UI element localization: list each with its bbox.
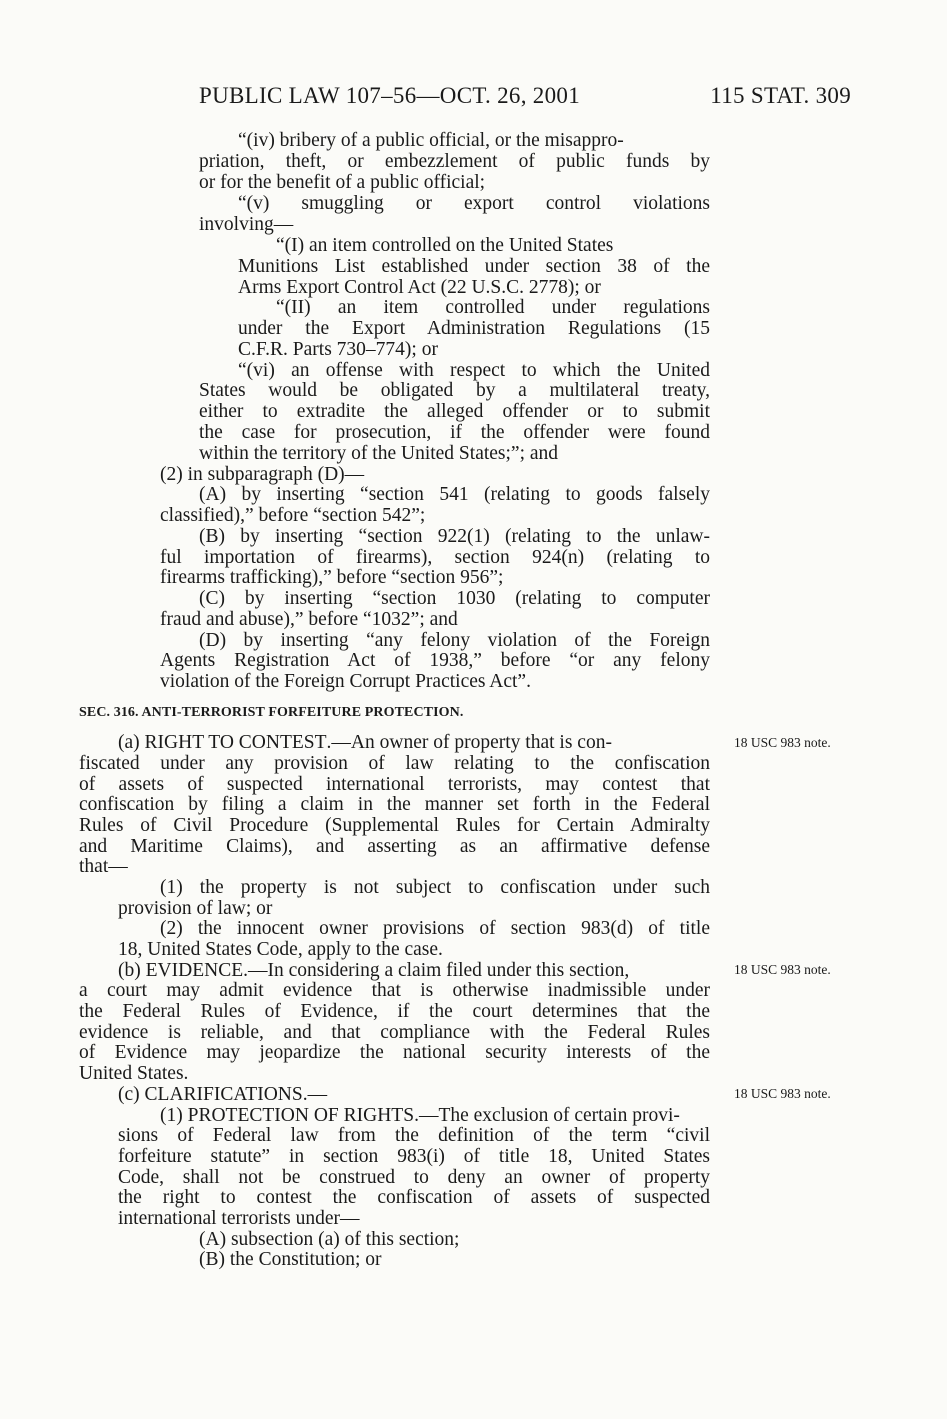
text-line: “(I) an item controlled on the United States bbox=[276, 235, 614, 256]
text-line: (D) by inserting “any felony violation of the Foreign bbox=[199, 630, 710, 651]
margin-note: 18 USC 983 note. bbox=[734, 735, 831, 750]
text-line: the case for prosecution, if the offender were found bbox=[199, 422, 710, 443]
text-line: a court may admit evidence that is otherwise inadmissible under bbox=[79, 980, 710, 1001]
text-line: (1) the property is not subject to confiscation under such bbox=[160, 877, 710, 898]
text-line: Arms Export Control Act (22 U.S.C. 2778); or bbox=[238, 277, 601, 298]
text-line: Agents Registration Act of 1938,” before “or any felony bbox=[160, 650, 710, 671]
text-line: evidence is reliable, and that compliance with the Federal Rules bbox=[79, 1022, 710, 1043]
subsection-title: EVIDENCE bbox=[145, 960, 244, 981]
text-line: international terrorists under— bbox=[118, 1208, 360, 1229]
margin-note: 18 USC 983 note. bbox=[734, 1086, 831, 1101]
text-line: (A) by inserting “section 541 (relating to goods falsely bbox=[199, 484, 710, 505]
text-line: (B) by inserting “section 922(1) (relating to the unlaw- bbox=[199, 526, 710, 547]
paragraph-label: (1) bbox=[160, 1105, 183, 1126]
text-line: States would be obligated by a multilateral treaty, bbox=[199, 380, 710, 401]
page-header bbox=[199, 83, 851, 113]
margin-note: 18 USC 983 note. bbox=[734, 962, 831, 977]
text-line: priation, theft, or embezzlement of public funds by bbox=[199, 151, 710, 172]
subsection-a-line bbox=[118, 733, 612, 753]
paragraph-text: .—The exclusion of certain provi- bbox=[414, 1105, 680, 1126]
text-line: classified),” before “section 542”; bbox=[160, 505, 426, 526]
text-line: either to extradite the alleged offender or to submit bbox=[199, 401, 710, 422]
text-line: of assets of suspected international terrorists, may contest that bbox=[79, 774, 710, 795]
text-line: provision of law; or bbox=[118, 898, 273, 919]
subsection-label: (c) bbox=[118, 1084, 140, 1105]
text-line: or for the benefit of a public official; bbox=[199, 172, 486, 193]
text-line: (A) subsection (a) of this section; bbox=[199, 1229, 460, 1250]
text-line: fraud and abuse),” before “1032”; and bbox=[160, 609, 458, 630]
text-line: the Federal Rules of Evidence, if the court determines that the bbox=[79, 1001, 710, 1022]
text-line: firearms trafficking),” before “section 956”; bbox=[160, 567, 504, 588]
paragraph-title: PROTECTION OF RIGHTS bbox=[187, 1105, 415, 1126]
text-line: that— bbox=[79, 856, 128, 877]
subsection-b-line bbox=[118, 961, 710, 981]
text-line: of Evidence may jeopardize the national security interests of the bbox=[79, 1042, 710, 1063]
text-line: “(iv) bribery of a public official, or the misappro- bbox=[238, 130, 624, 151]
text-line: ful importation of firearms), section 924(n) (relating to bbox=[160, 547, 710, 568]
text-line: 18, United States Code, apply to the case. bbox=[118, 939, 443, 960]
text-line: violation of the Foreign Corrupt Practices Act”. bbox=[160, 671, 531, 692]
public-law-citation: PUBLIC LAW 107–56—OCT. 26, 2001 bbox=[199, 83, 580, 108]
text-line: “(II) an item controlled under regulations bbox=[276, 297, 710, 318]
subsection-title: CLARIFICATIONS bbox=[144, 1084, 303, 1105]
subsection-text: .—In considering a claim filed under this section, bbox=[243, 960, 630, 981]
text-line: Munitions List established under section 38 of the bbox=[238, 256, 710, 277]
paragraph-1-line bbox=[160, 1106, 680, 1126]
subsection-text: .—An owner of property that is con- bbox=[326, 732, 612, 753]
text-line: the right to contest the confiscation of assets of suspected bbox=[118, 1187, 710, 1208]
text-line: under the Export Administration Regulations (15 bbox=[238, 318, 710, 339]
text-line: within the territory of the United States;”; and bbox=[199, 443, 559, 464]
text-line: fiscated under any provision of law relating to the confiscation bbox=[79, 753, 710, 774]
text-line: sions of Federal law from the definition of the term “civil bbox=[118, 1125, 710, 1146]
text-line: and Maritime Claims), and asserting as an affirmative defense bbox=[79, 836, 710, 857]
subsection-text: .— bbox=[302, 1084, 328, 1105]
subsection-label: (b) bbox=[118, 960, 141, 981]
text-line: “(vi) an offense with respect to which the United bbox=[238, 360, 710, 381]
text-line: forfeiture statute” in section 983(i) of title 18, United States bbox=[118, 1146, 710, 1167]
text-line: (2) the innocent owner provisions of section 983(d) of title bbox=[160, 918, 710, 939]
text-line: (C) by inserting “section 1030 (relating to computer bbox=[199, 588, 710, 609]
subsection-label: (a) bbox=[118, 732, 140, 753]
text-line: confiscation by filing a claim in the manner set forth in the Federal bbox=[79, 794, 710, 815]
text-line: C.F.R. Parts 730–774); or bbox=[238, 339, 438, 360]
statute-page-number: 115 STAT. 309 bbox=[710, 83, 851, 108]
text-line: “(v) smuggling or export control violations bbox=[238, 193, 710, 214]
text-line: (2) in subparagraph (D)— bbox=[160, 464, 365, 485]
text-line: (B) the Constitution; or bbox=[199, 1249, 382, 1270]
text-line: United States. bbox=[79, 1063, 189, 1084]
subsection-c-line bbox=[118, 1085, 327, 1105]
text-line: Rules of Civil Procedure (Supplemental Rules for Certain Admiralty bbox=[79, 815, 710, 836]
section-heading: SEC. 316. ANTI-TERRORIST FORFEITURE PROTECTION. bbox=[79, 705, 464, 720]
text-line: Code, shall not be construed to deny an owner of property bbox=[118, 1167, 710, 1188]
subsection-title: RIGHT TO CONTEST bbox=[144, 732, 327, 753]
text-line: involving— bbox=[199, 214, 294, 235]
